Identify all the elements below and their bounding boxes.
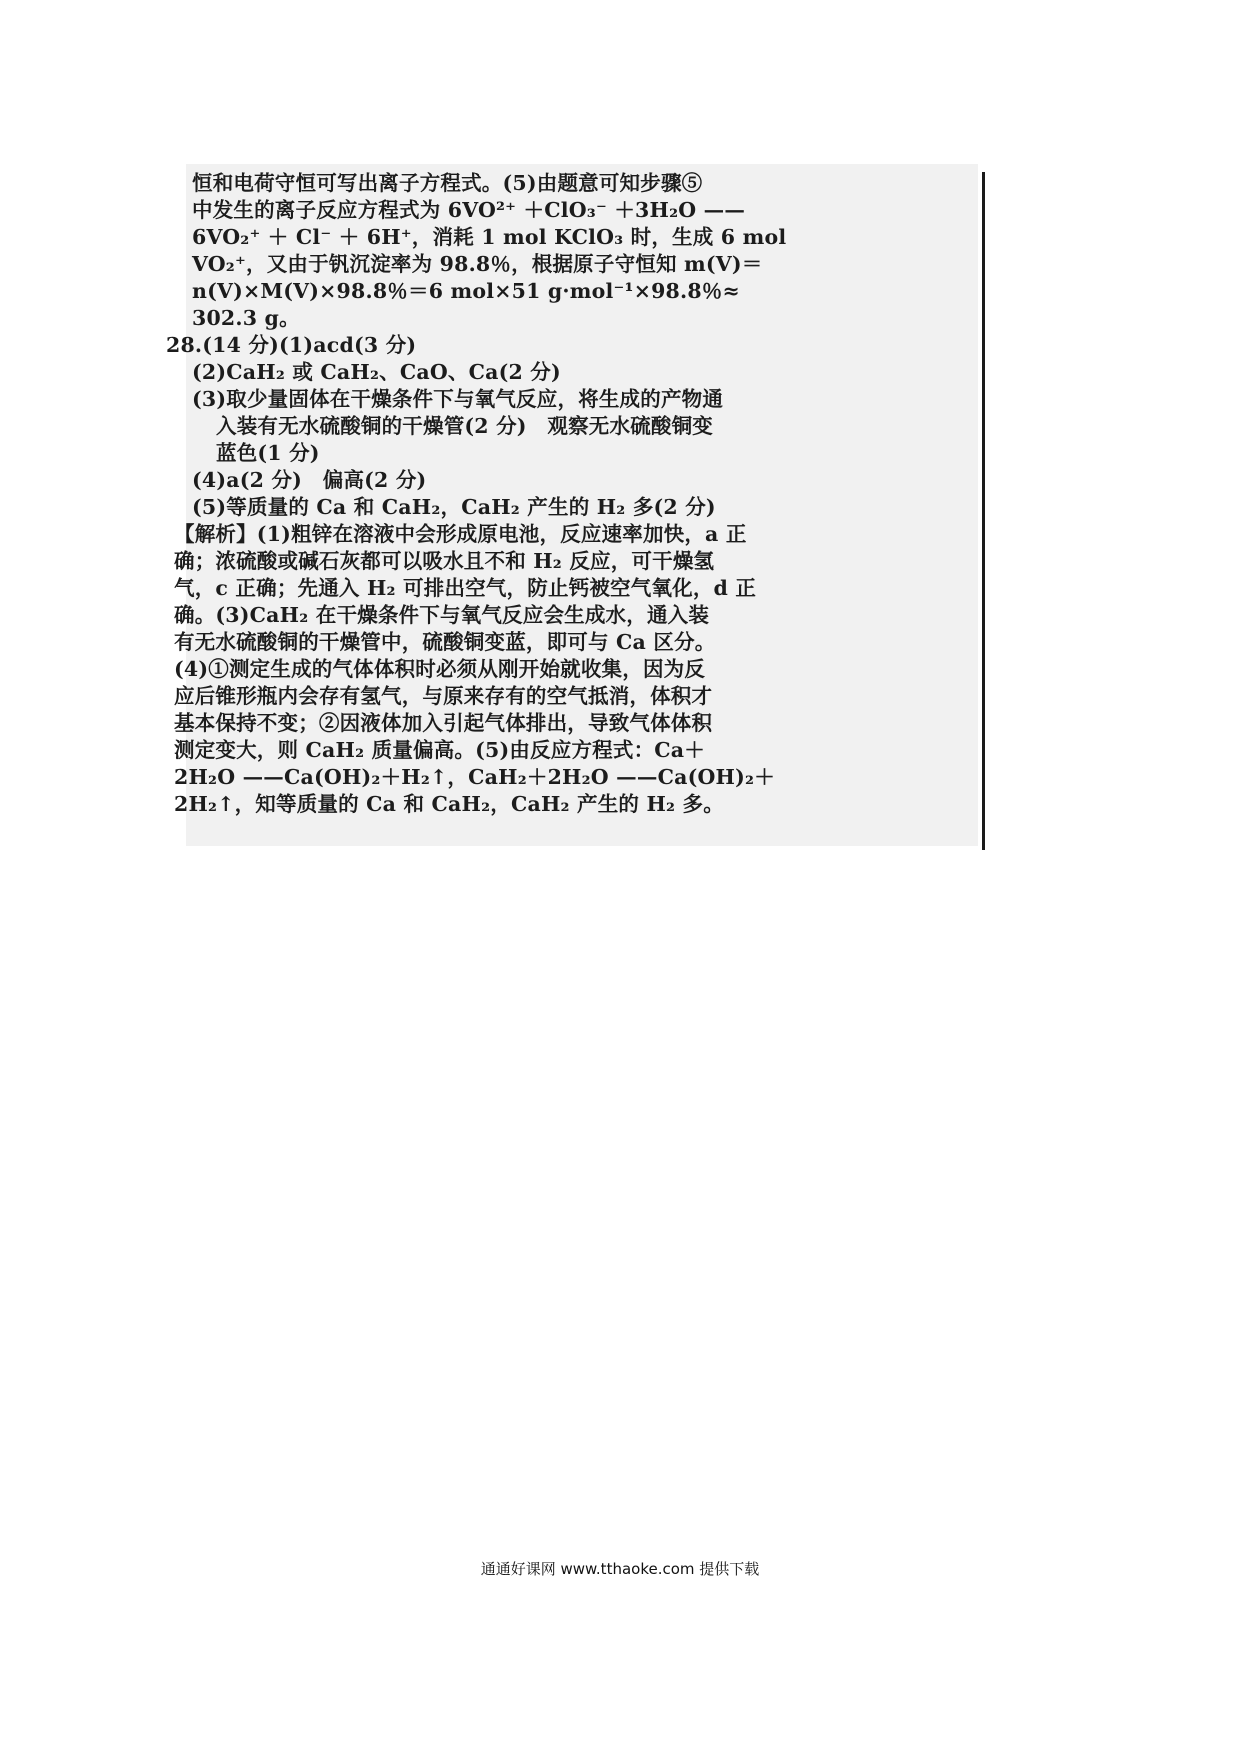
question-heading: 28.(14 分)(1)acd(3 分) (166, 333, 417, 357)
text-line: 302.3 g。 (192, 306, 300, 330)
text-line: 2H₂O ——Ca(OH)₂＋H₂↑，CaH₂＋2H₂O ——Ca(OH)₂＋ (174, 765, 775, 789)
text-line: n(V)×M(V)×98.8％＝6 mol×51 g·mol⁻¹×98.8％≈ (192, 279, 740, 303)
text-line: 基本保持不变；②因液体加入引起气体排出，导致气体体积 (174, 711, 713, 735)
text-line: 6VO₂⁺ ＋ Cl⁻ ＋ 6H⁺，消耗 1 mol KClO₃ 时，生成 6 mol (192, 225, 787, 249)
text-line: 气，c 正确；先通入 H₂ 可排出空气，防止钙被空气氧化，d 正 (174, 576, 757, 600)
text-line: (3)取少量固体在干燥条件下与氧气反应，将生成的产物通 (192, 387, 724, 411)
text-line: 入装有无水硫酸铜的干燥管(2 分) 观察无水硫酸铜变 (216, 414, 713, 438)
analysis-heading-line: 【解析】(1)粗锌在溶液中会形成原电池，反应速率加快，a 正 (174, 522, 747, 546)
text-line: 确。(3)CaH₂ 在干燥条件下与氧气反应会生成水，通入装 (174, 603, 710, 627)
text-line: (4)a(2 分) 偏高(2 分) (192, 468, 427, 492)
text-line: (2)CaH₂ 或 CaH₂、CaO、Ca(2 分) (192, 360, 561, 384)
vertical-column-rule (982, 172, 985, 850)
text-line: 恒和电荷守恒可写出离子方程式。(5)由题意可知步骤⑤ (192, 171, 703, 195)
scanned-answer-image (166, 164, 978, 846)
text-line: (4)①测定生成的气体体积时必须从刚开始就收集，因为反 (174, 657, 706, 681)
text-line: 有无水硫酸铜的干燥管中，硫酸铜变蓝，即可与 Ca 区分。 (174, 630, 716, 654)
text-line: 蓝色(1 分) (216, 441, 320, 465)
text-line: 2H₂↑，知等质量的 Ca 和 CaH₂，CaH₂ 产生的 H₂ 多。 (174, 792, 724, 816)
text-line: 确；浓硫酸或碱石灰都可以吸水且不和 H₂ 反应，可干燥氢 (174, 549, 715, 573)
page-footer: 通通好课网 www.tthaoke.com 提供下载 (480, 1560, 760, 1578)
text-line: 测定变大，则 CaH₂ 质量偏高。(5)由反应方程式：Ca＋ (174, 738, 705, 762)
text-line: 应后锥形瓶内会存有氢气，与原来存有的空气抵消，体积才 (174, 684, 713, 708)
text-line: (5)等质量的 Ca 和 CaH₂，CaH₂ 产生的 H₂ 多(2 分) (192, 495, 716, 519)
text-line: VO₂⁺，又由于钒沉淀率为 98.8％，根据原子守恒知 m(V)＝ (192, 252, 763, 276)
text-line: 中发生的离子反应方程式为 6VO²⁺ ＋ClO₃⁻ ＋3H₂O —— (192, 198, 746, 222)
